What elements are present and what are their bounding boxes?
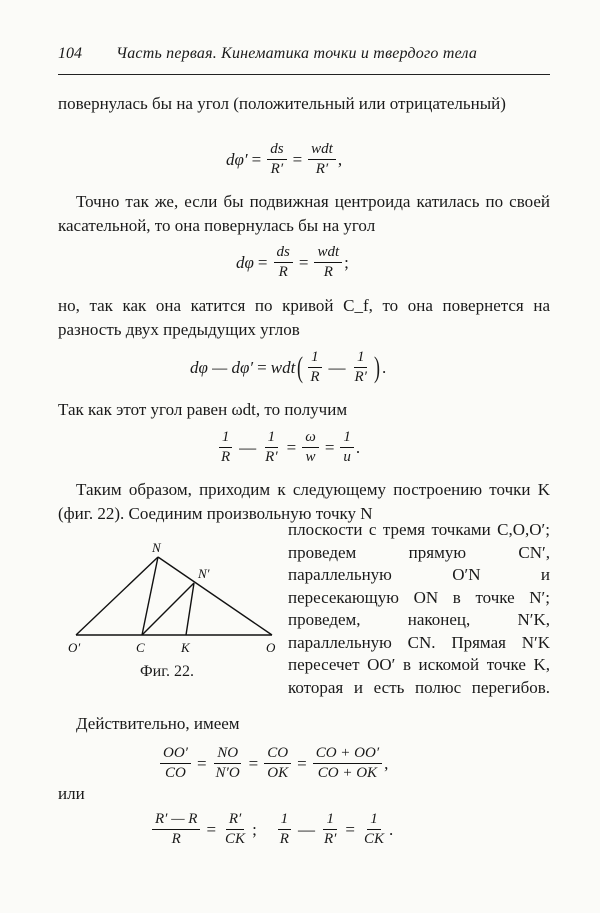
- paragraph-5-intro: Таким образом, приходим к следующему построению точки K (фиг. 22). Соединим произвольную точку N: [58, 480, 550, 523]
- line-c-n: [142, 557, 158, 635]
- paragraph-5-wrap: плоскости с тремя точками C,O,O′; проведем прямую CN′, параллельную O′N и пересекающую ON в точке N′; проведем, наконец, N′K, параллельную CN. Прямая N′K пересечет OO′ в искомой точке K, которая и есть полюс перегибов.: [288, 520, 550, 697]
- equation-6: $\frac{R' — R}{R}$ = $\frac{R'}{CK}$ ; $\frac{1}{R}$ — $\frac{1}{R'}$ = $\frac{1}{CK}$ .: [150, 810, 393, 849]
- equation-4: $\frac{1}{R}$ — $\frac{1}{R'}$ = $\frac{\omega}{w}$ = $\frac{1}{u}$ .: [216, 428, 360, 467]
- label-c: C: [136, 640, 145, 655]
- label-k: K: [181, 640, 190, 655]
- label-n: N: [152, 540, 161, 555]
- eq1-frac2: $\frac{\text{wdt}}{R'}$: [308, 140, 336, 179]
- eq1-frac1: $\frac{ds}{R'}$: [267, 140, 286, 179]
- running-header: [58, 45, 550, 67]
- eq1-lhs: dφ′: [226, 149, 248, 169]
- paragraph-4: Так как этот угол равен ωdt, то получим: [58, 400, 348, 419]
- line-n-o: [158, 557, 272, 635]
- figure-caption: Фиг. 22.: [140, 663, 194, 680]
- line-o-prime-n: [76, 557, 158, 635]
- page-number: 104: [58, 45, 82, 62]
- paragraph-1: повернулась бы на угол (положительный или отрицательный): [58, 94, 506, 113]
- label-o-prime: O′: [68, 640, 81, 655]
- label-o: O: [266, 640, 276, 655]
- paragraph-2: Точно так же, если бы подвижная центроида катилась по своей касательной, то она повернулась бы на угол: [58, 192, 550, 235]
- equation-1: dφ′ = $\frac{ds}{R'}$ = $\frac{\text{wdt}}{R'}$ ,: [226, 141, 343, 177]
- equation-2: dφ = $\frac{ds}{R}$ = $\frac{\text{wdt}}{R}$ ;: [236, 244, 349, 280]
- running-title: Часть первая. Кинематика точки и твердого тела: [116, 45, 478, 62]
- paragraph-6: Действительно, имеем: [76, 714, 240, 733]
- figure-22: [66, 535, 280, 660]
- header-rule: [58, 74, 550, 75]
- equation-3: dφ — dφ′ = wdt ( $\frac{1}{R}$ — $\frac{1}{R'}$ ) .: [190, 349, 387, 385]
- label-n-prime: N′: [198, 566, 210, 581]
- line-n-prime-k: [186, 583, 194, 635]
- label-ili: или: [58, 784, 85, 803]
- equation-5: $\frac{OO'}{CO}$ = $\frac{NO}{N'O}$ = $\frac{CO}{OK}$ = $\frac{CO + OO'}{CO + OK}$ ,: [158, 744, 388, 783]
- paragraph-3: но, так как она катится по кривой C_f, то она повернется на разность двух предыдущих углов: [58, 296, 550, 339]
- line-c-n-prime: [142, 583, 194, 635]
